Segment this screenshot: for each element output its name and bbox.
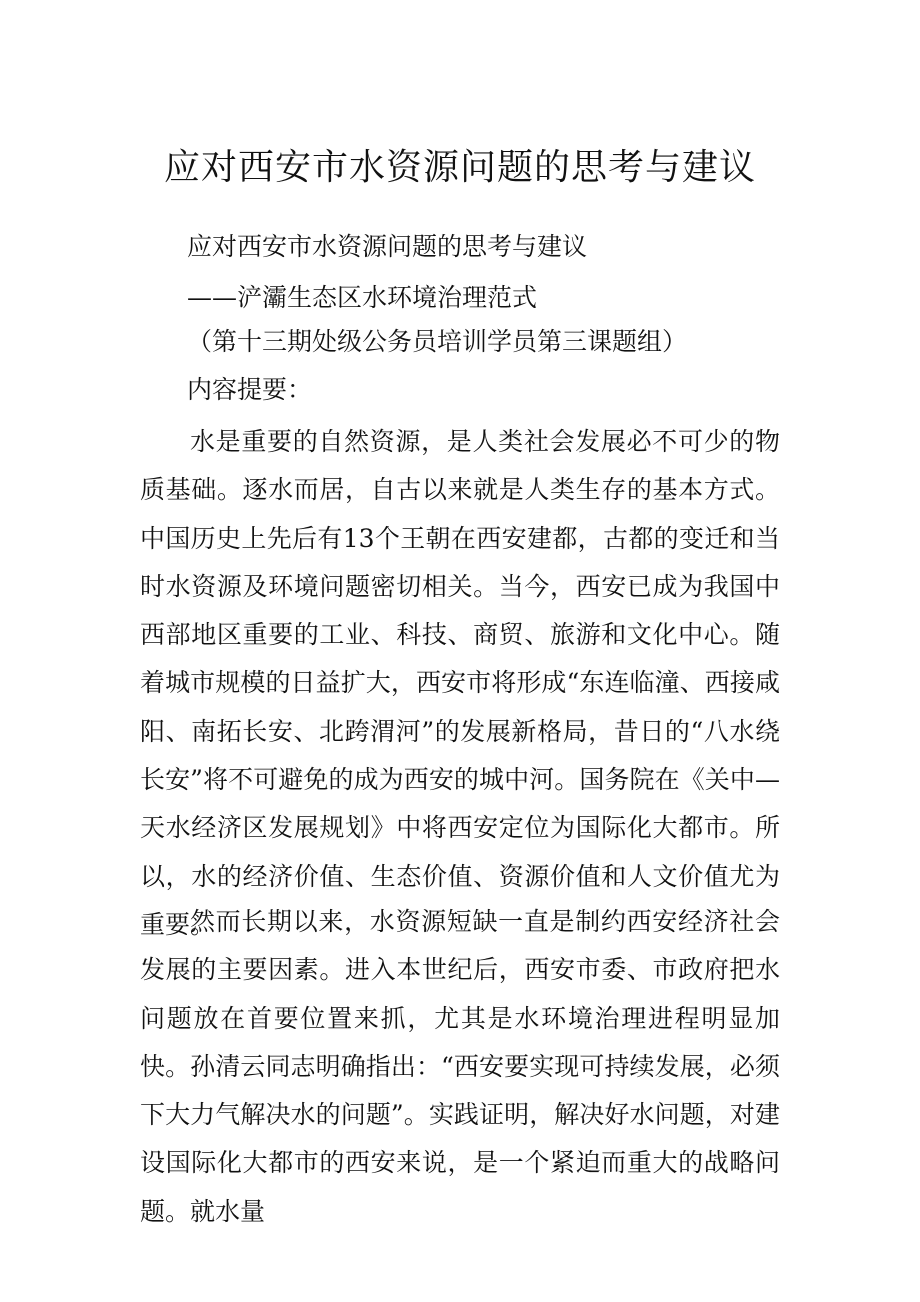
subtitle-line: 应对西安市水资源问题的思考与建议 [187,232,588,261]
subtitle-dash-line: ——浐灞生态区水环境治理范式 [187,283,538,312]
document-title: 应对西安市水资源问题的思考与建议 [163,147,756,188]
body-paragraph-2: 然而长期以来，水资源短缺一直是制约西安经济社会发展的主要因素。进入本世纪后，西安市委、市政府把水问题放在首要位置来抓，尤其是水环境治理进程明显加快。孙清云同志明确指出：“西安要实现可持续发展，必须下大力气解决水的问题”。实践证明，解决好水问题，对建设国际化大都市的西安来说，是一个紧迫而重大的战略问题。就水量 [140,907,780,1226]
group-note: （第十三期处级公务员培训学员第三课题组） [187,327,688,356]
body-paragraph-1: 水是重要的自然资源，是人类社会发展必不可少的物质基础。逐水而居，自古以来就是人类生存的基本方式。中国历史上先后有13个王朝在西安建都，古都的变迁和当时水资源及环境问题密切相关。当今，西安已成为我国中西部地区重要的工业、科技、商贸、旅游和文化中心。随着城市规模的日益扩大，西安市将形成“东连临潼、西接咸阳、南拓长安、北跨渭河”的发展新格局，昔日的“八水绕长安”将不可避免的成为西安的城中河。国务院在《关中—天水经济区发展规划》中将西安定位为国际化大都市。所以，水的经济价值、生态价值、资源价值和人文价值尤为重要。 [140,427,780,939]
abstract-label: 内容提要： [187,375,313,404]
